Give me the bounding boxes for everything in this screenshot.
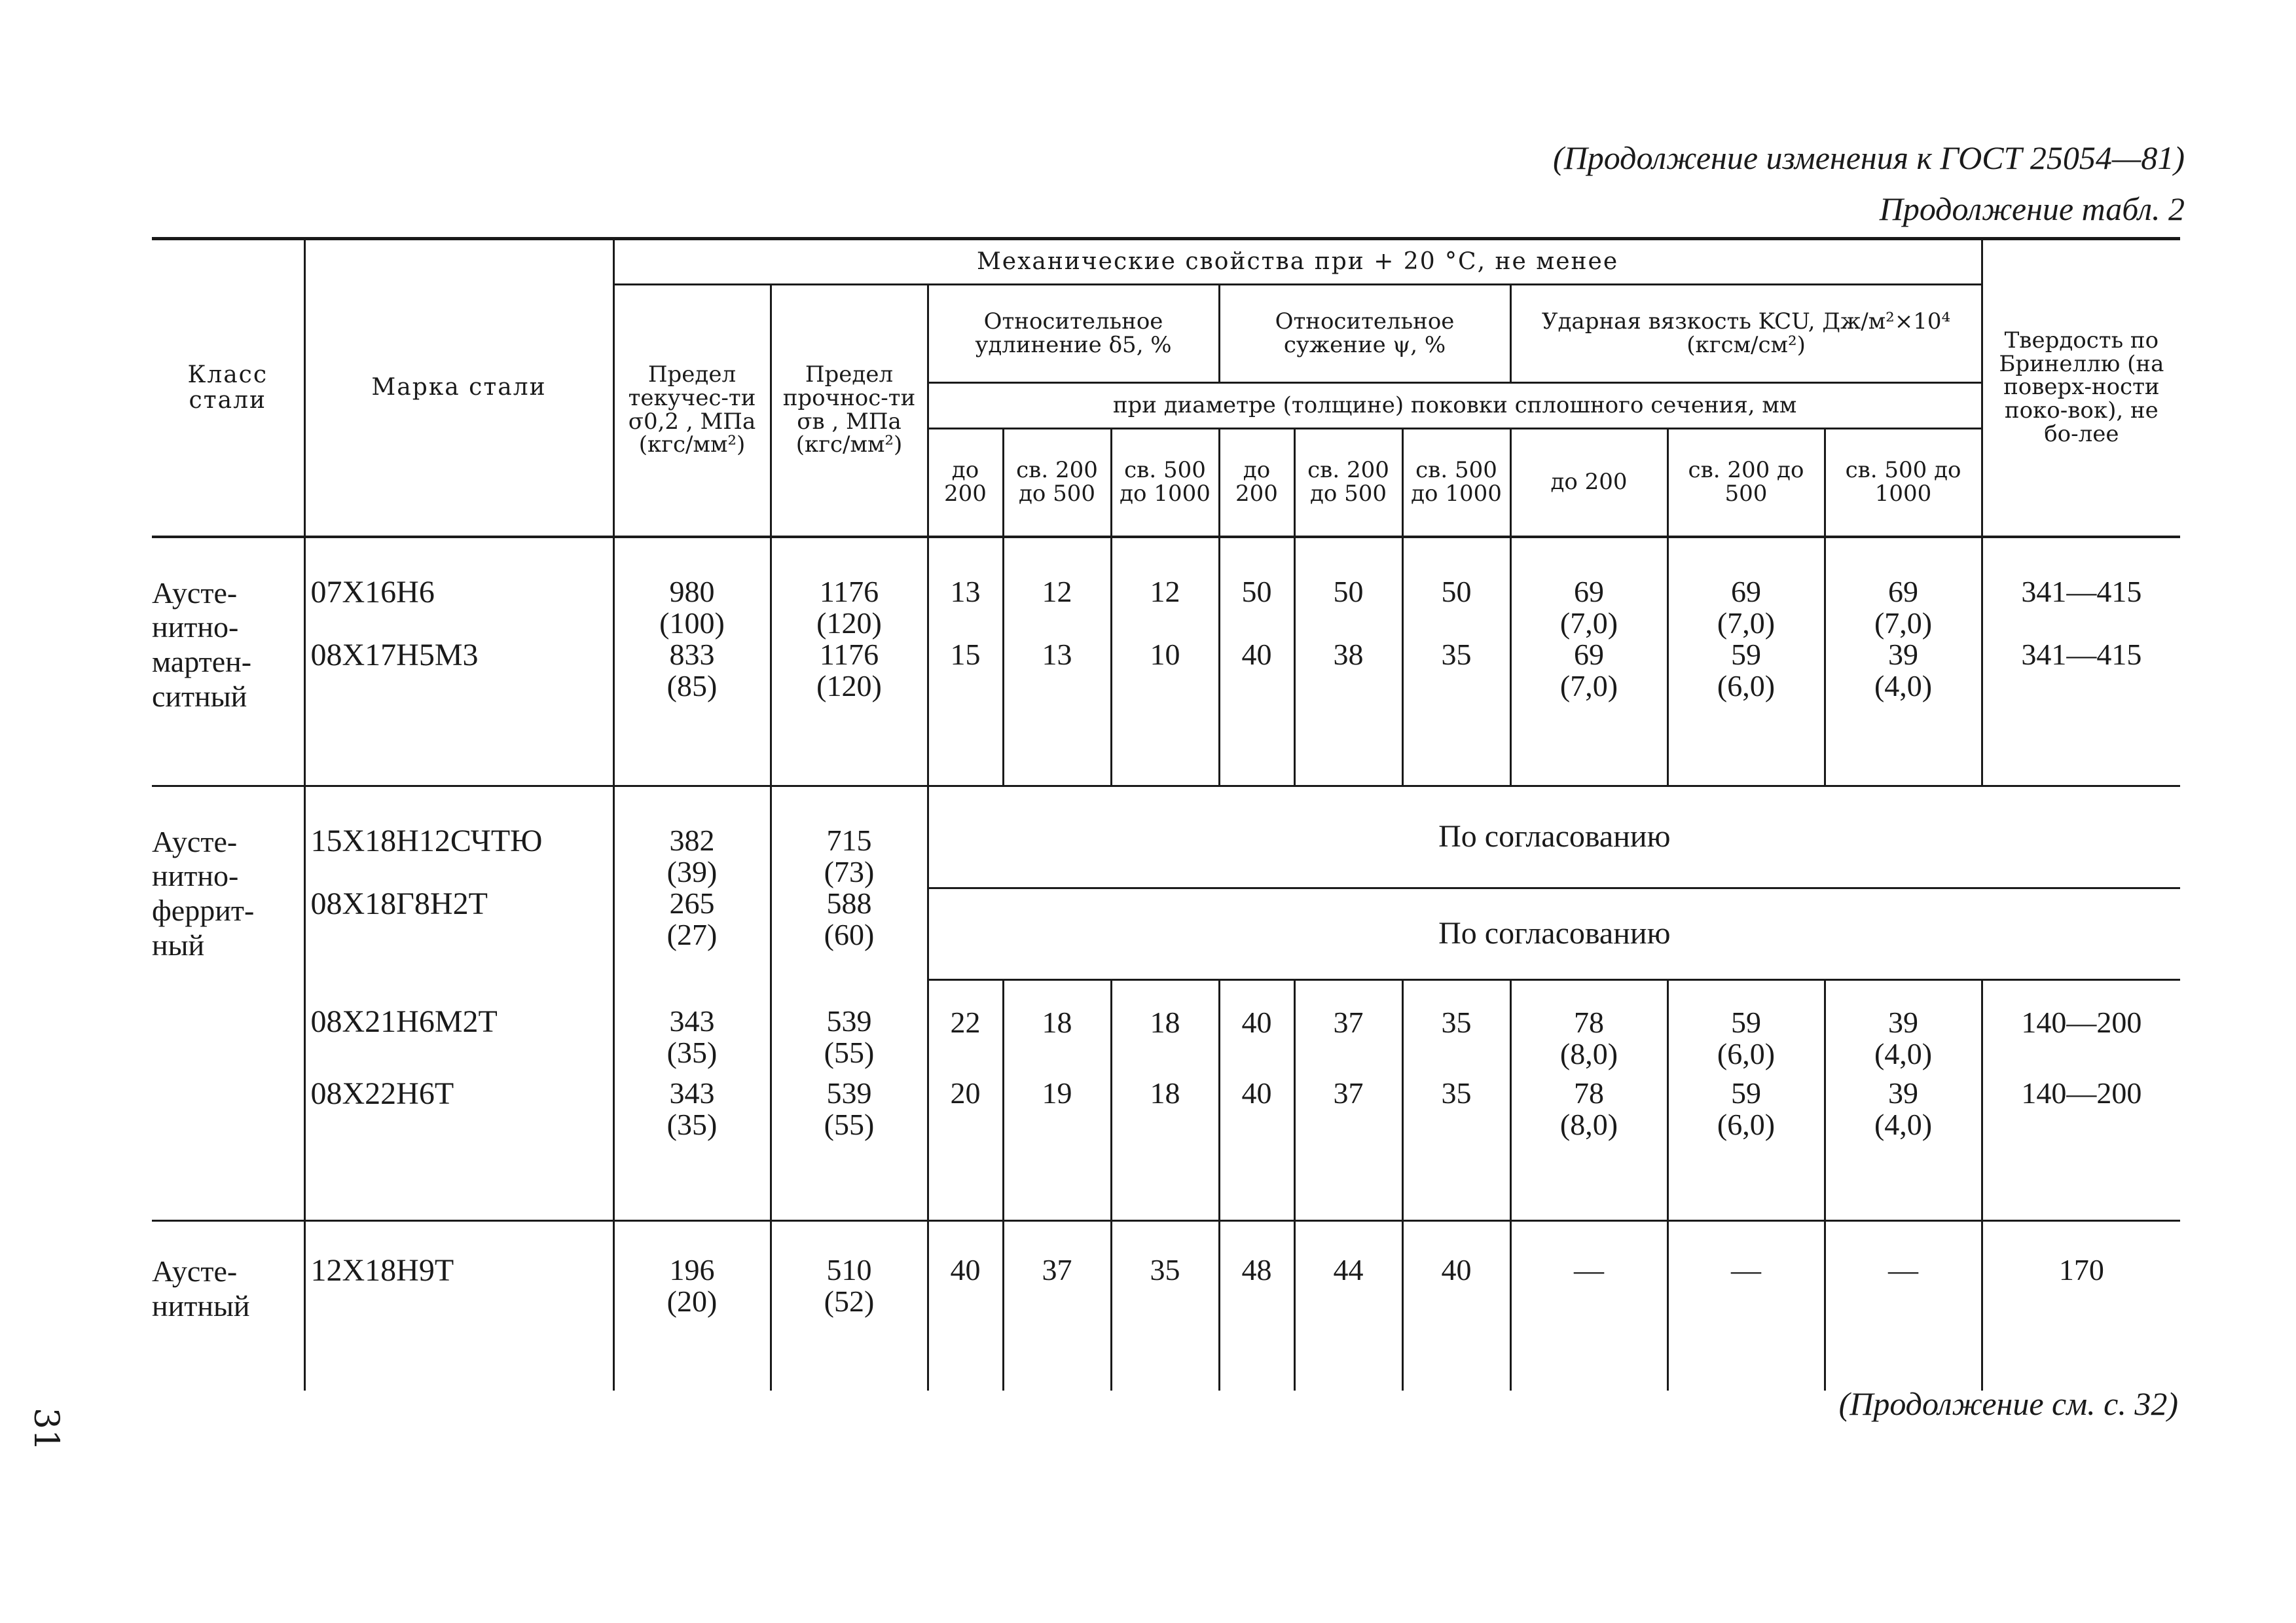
el-5-1: 22 — [928, 979, 1003, 1078]
imp-5-3: 39 (4,0) — [1825, 979, 1982, 1078]
imp-2-3: 39 (4,0) — [1825, 639, 1982, 786]
el-1-1: 13 — [928, 537, 1003, 640]
header-steel-grade: Марка стали — [304, 239, 613, 537]
header-impact-strength: Ударная вязкость KCU, Дж/м²×10⁴ (кгсм/см²) — [1510, 285, 1982, 383]
header-red-sub-1: до 200 — [1219, 429, 1294, 537]
imp-5-1: 78 (8,0) — [1510, 979, 1667, 1078]
red-7-1: 48 — [1219, 1220, 1294, 1391]
imp-2-2: 59 (6,0) — [1667, 639, 1825, 786]
el-5-3: 18 — [1111, 979, 1219, 1078]
steel-class-3: Аусте-нитный — [152, 1220, 304, 1391]
red-5-3: 35 — [1402, 979, 1510, 1078]
el-2-3: 10 — [1111, 639, 1219, 786]
tensile-7: 510 (52) — [771, 1220, 928, 1391]
yield-4: 265 (27) — [613, 888, 771, 979]
imp-7-1: — — [1510, 1220, 1667, 1391]
el-1-3: 12 — [1111, 537, 1219, 640]
yield-1: 980 (100) — [613, 537, 771, 640]
header-el-sub-3: св. 500 до 1000 — [1111, 429, 1219, 537]
page-number: 31 — [26, 1408, 65, 1451]
red-7-3: 40 — [1402, 1220, 1510, 1391]
grade-6: 08Х22Н6Т — [304, 1078, 613, 1220]
hardness-6: 140—200 — [1982, 1078, 2180, 1220]
red-6-1: 40 — [1219, 1078, 1294, 1220]
el-6-3: 18 — [1111, 1078, 1219, 1220]
el-7-3: 35 — [1111, 1220, 1219, 1391]
header-steel-class: Класс стали — [152, 239, 304, 537]
header-mechanical-properties: Механические свойства при + 20 °С, не менее — [613, 239, 1982, 285]
tensile-1: 1176 (120) — [771, 537, 928, 640]
imp-7-3: — — [1825, 1220, 1982, 1391]
imp-7-2: — — [1667, 1220, 1825, 1391]
grade-5: 08Х21Н6М2Т — [304, 979, 613, 1078]
yield-5: 343 (35) — [613, 979, 771, 1078]
grade-4: 08Х18Г8Н2Т — [304, 888, 613, 979]
header-reduction: Относительное сужение ψ, % — [1219, 285, 1510, 383]
grade-2: 08Х17Н5М3 — [304, 639, 613, 786]
imp-1-1: 69 (7,0) — [1510, 537, 1667, 640]
el-2-1: 15 — [928, 639, 1003, 786]
yield-7: 196 (20) — [613, 1220, 771, 1391]
hardness-1: 341—415 — [2021, 574, 2142, 608]
header-impact-sub-2: св. 200 до 500 — [1667, 429, 1825, 537]
header-hardness: Твердость по Бринеллю (на поверх-ности поко-вок), не бо-лее — [1982, 239, 2180, 537]
header-el-sub-2: св. 200 до 500 — [1003, 429, 1111, 537]
steel-class-2: Аусте-нитно-феррит-ный — [152, 786, 304, 1220]
el-2-2: 13 — [1003, 639, 1111, 786]
red-5-1: 40 — [1219, 979, 1294, 1078]
grade-7: 12Х18Н9Т — [304, 1220, 613, 1391]
continuation-footer: (Продолжение см. с. 32) — [1838, 1385, 2178, 1422]
agreement-note-2: По согласованию — [928, 888, 2180, 979]
header-elongation: Относительное удлинение δ5, % — [928, 285, 1219, 383]
steel-class-1: Аусте-нитно-мартен-ситный — [152, 537, 304, 786]
header-red-sub-2: св. 200 до 500 — [1294, 429, 1402, 537]
imp-1-3: 69 (7,0) — [1825, 537, 1982, 640]
tensile-3: 715 (73) — [771, 786, 928, 888]
red-1-2: 50 — [1294, 537, 1402, 640]
imp-6-3: 39 (4,0) — [1825, 1078, 1982, 1220]
imp-6-1: 78 (8,0) — [1510, 1078, 1667, 1220]
document-header: (Продолжение изменения к ГОСТ 25054—81) — [1553, 139, 2185, 176]
red-2-1: 40 — [1219, 639, 1294, 786]
imp-6-2: 59 (6,0) — [1667, 1078, 1825, 1220]
grade-1: 07Х16Н6 — [304, 537, 613, 640]
red-7-2: 44 — [1294, 1220, 1402, 1391]
tensile-6: 539 (55) — [771, 1078, 928, 1220]
imp-1-2: 69 (7,0) — [1667, 537, 1825, 640]
el-5-2: 18 — [1003, 979, 1111, 1078]
header-el-sub-1: до 200 — [928, 429, 1003, 537]
red-6-2: 37 — [1294, 1078, 1402, 1220]
red-1-1: 50 — [1219, 537, 1294, 640]
el-6-2: 19 — [1003, 1078, 1111, 1220]
steel-properties-table — [152, 237, 2180, 1391]
hardness-2: 341—415 — [1982, 639, 2180, 786]
tensile-4: 588 (60) — [771, 888, 928, 979]
yield-6: 343 (35) — [613, 1078, 771, 1220]
el-7-1: 40 — [928, 1220, 1003, 1391]
grade-3: 15Х18Н12СЧТЮ — [304, 786, 613, 888]
agreement-note-1: По согласованию — [928, 786, 2180, 888]
red-6-3: 35 — [1402, 1078, 1510, 1220]
el-1-2: 12 — [1003, 537, 1111, 640]
tensile-5: 539 (55) — [771, 979, 928, 1078]
red-2-3: 35 — [1402, 639, 1510, 786]
hardness-5: 140—200 — [2021, 1005, 2142, 1039]
red-2-2: 38 — [1294, 639, 1402, 786]
yield-3: 382 (39) — [613, 786, 771, 888]
hardness-7: 170 — [2058, 1252, 2104, 1286]
table-continuation-label: Продолжение табл. 2 — [1879, 191, 2185, 227]
header-impact-sub-1: до 200 — [1510, 429, 1667, 537]
header-diameter: при диаметре (толщине) поковки сплошного сечения, мм — [928, 383, 1982, 429]
header-red-sub-3: св. 500 до 1000 — [1402, 429, 1510, 537]
imp-2-1: 69 (7,0) — [1510, 639, 1667, 786]
red-5-2: 37 — [1294, 979, 1402, 1078]
header-yield-strength: Предел текучес-ти σ0,2 , МПа (кгс/мм²) — [613, 285, 771, 537]
red-1-3: 50 — [1402, 537, 1510, 640]
header-impact-sub-3: св. 500 до 1000 — [1825, 429, 1982, 537]
imp-5-2: 59 (6,0) — [1667, 979, 1825, 1078]
yield-2: 833 (85) — [613, 639, 771, 786]
header-tensile-strength: Предел прочнос-ти σв , МПа (кгс/мм²) — [771, 285, 928, 537]
el-6-1: 20 — [928, 1078, 1003, 1220]
el-7-2: 37 — [1003, 1220, 1111, 1391]
tensile-2: 1176 (120) — [771, 639, 928, 786]
